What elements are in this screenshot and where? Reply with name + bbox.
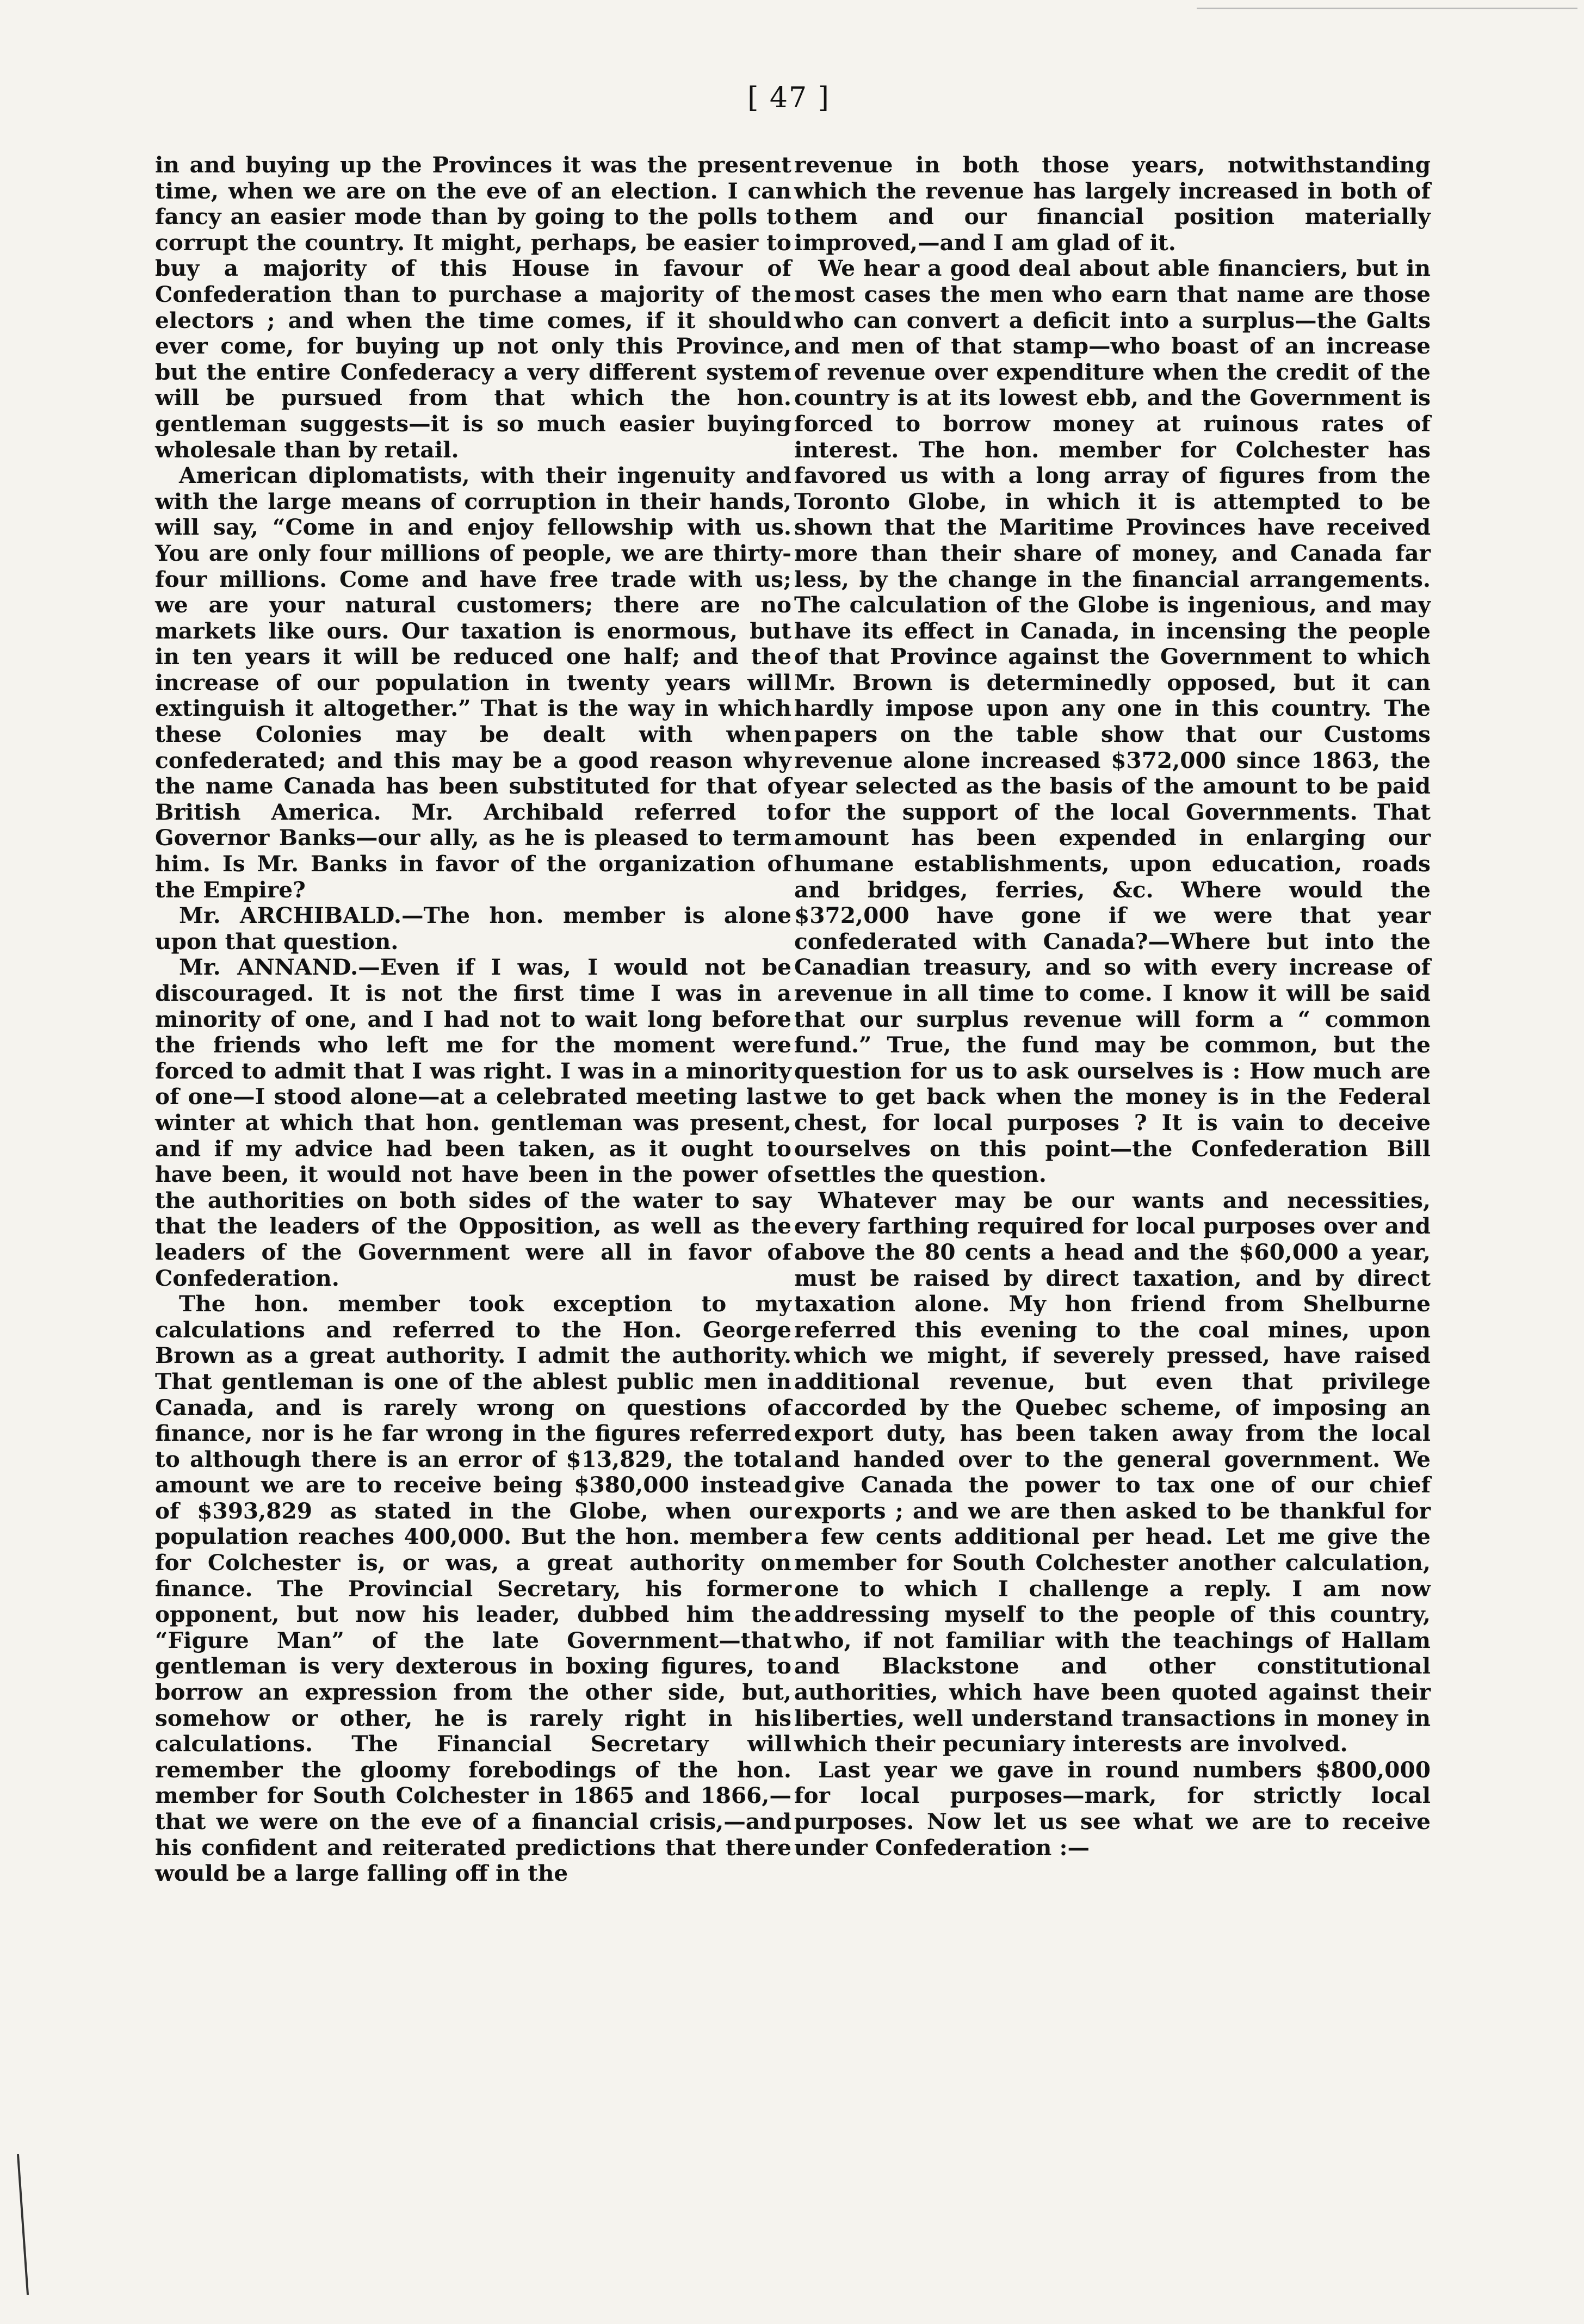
page-number: [ 47 ] [747, 82, 830, 114]
paragraph: American diplomatists, with their ingenuity and with the large means of corruption in their hands, will say, “Come in and enjoy fellowship with us. You are only four millions of people, we are thirty-four millions. Come and have free trade with us; we are your natural customers; there are no markets like ours. Our taxation is enormous, but in ten years it will be reduced one half; and the increase of our population in twenty years will extinguish it altogether.” That is the way in which these Colonies may be dealt with when confederated; and this may be a good reason why the name Canada has been substituted for that of British America. Mr. Archibald referred to Governor Banks—our ally, as he is pleased to term him. Is Mr. Banks in favor of the organization of the Empire? [155, 462, 791, 903]
right-column [794, 152, 1431, 1861]
paragraph: Last year we gave in round numbers $800,000 for local purposes—mark, for strictly local purposes. Now let us see what we are to receive under Confederation :— [794, 1756, 1431, 1861]
scan-edge-mark [1197, 8, 1577, 9]
paragraph: Whatever may be our wants and necessities, every farthing required for local purposes over and above the 80 cents a head and the $60,000 a year, must be raised by direct taxation, and by direct taxation alone. My hon friend from Shelburne referred this evening to the coal mines, upon which we might, if severely pressed, have raised additional revenue, but even that privilege accorded by the Quebec scheme, of imposing an export duty, has been taken away from the local and handed over to the general government. We give Canada the power to tax one of our chief exports ; and we are then asked to be thankful for a few cents additional per head. Let me give the member for South Colchester another calculation, one to which I challenge a reply. I am now addressing myself to the people of this country, who, if not familiar with the teachings of Hallam and Blackstone and other constitutional authorities, which have been quoted against their liberties, well understand transactions in money in which their pecuniary interests are involved. [794, 1187, 1431, 1757]
paragraph: Mr. ANNAND.—Even if I was, I would not be discouraged. It is not the first time I was in a minority of one, and I had not to wait long before the friends who left me for the moment were forced to admit that I was right. I was in a minority of one—I stood alone—at a celebrated meeting last winter at which that hon. gentleman was present, and if my advice had been taken, as it ought to have been, it would not have been in the power of the authorities on both sides of the water to say that the leaders of the Opposition, as well as the leaders of the Government were all in favor of Confederation. [155, 954, 791, 1291]
scan-edge-mark [17, 2154, 29, 2295]
paragraph: revenue in both those years, notwithstanding which the revenue has largely increased in both of them and our financial position materially improved,—and I am glad of it. [794, 152, 1431, 256]
paragraph: We hear a good deal about able financiers, but in most cases the men who earn that name are those who can convert a deficit into a surplus—the Galts and men of that stamp—who boast of an increase of revenue over expenditure when the credit of the country is at its lowest ebb, and the Government is forced to borrow money at ruinous rates of interest. The hon. member for Colchester has favored us with a long array of figures from the Toronto Globe, in which it is attempted to be shown that the Maritime Provinces have received more than their share of money, and Canada far less, by the change in the financial arrangements. The calculation of the Globe is ingenious, and may have its effect in Canada, in incensing the people of that Province against the Government to which Mr. Brown is determinedly opposed, but it can hardly impose upon any one in this country. The papers on the table show that our Customs revenue alone increased $372,000 since 1863, the year selected as the basis of the amount to be paid for the support of the local Governments. That amount has been expended in enlarging our humane establishments, upon education, roads and bridges, ferries, &c. Where would the $372,000 have gone if we were that year confederated with Canada?—Where but into the Canadian treasury, and so with every increase of revenue in all time to come. I know it will be said that our surplus revenue will form a “ common fund.” True, the fund may be common, but the question for us to ask ourselves is : How much are we to get back when the money is in the Federal chest, for local purposes ? It is vain to deceive ourselves on this point—the Confederation Bill settles the question. [794, 255, 1431, 1188]
left-column [155, 152, 791, 1887]
paragraph: Mr. ARCHIBALD.—The hon. member is alone upon that question. [155, 902, 791, 955]
paragraph: The hon. member took exception to my calculations and referred to the Hon. George Brown as a great authority. I admit the authority. That gentleman is one of the ablest public men in Canada, and is rarely wrong on questions of finance, nor is he far wrong in the figures referred to although there is an error of $13,829, the total amount we are to receive being $380,000 instead of $393,829 as stated in the Globe, when our population reaches 400,000. But the hon. member for Colchester is, or was, a great authority on finance. The Provincial Secretary, his former opponent, but now his leader, dubbed him the “Figure Man” of the late Government—that gentleman is very dexterous in boxing figures, to borrow an expression from the other side, but, somehow or other, he is rarely right in his calculations. The Financial Secretary will remember the gloomy forebodings of the hon. member for South Colchester in 1865 and 1866,—that we were on the eve of a financial crisis,—and his confident and reiterated predictions that there would be a large falling off in the [155, 1291, 791, 1887]
paragraph: in and buying up the Provinces it was the present time, when we are on the eve of an election. I can fancy an easier mode than by going to the polls to corrupt the country. It might, perhaps, be easier to buy a majority of this House in favour of Confederation than to purchase a majority of the electors ; and when the time comes, if it should ever come, for buying up not only this Province, but the entire Confederacy a very different system will be pursued from that which the hon. gentleman suggests—it is so much easier buying wholesale than by retail. [155, 152, 791, 463]
